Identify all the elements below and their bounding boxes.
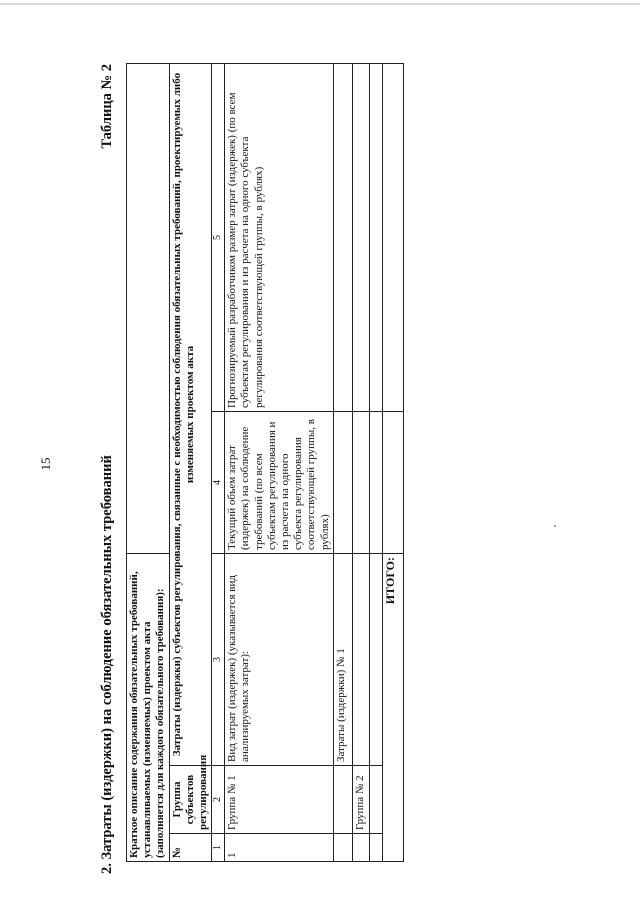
rotated-content — [96, 64, 418, 874]
column-header-costs: Затраты (издержки) субъектов регулирования, связанные с необходимостью соблюдения обязательных требований, проектируемых либо изменяемых проектом акта — [169, 64, 212, 766]
table-row — [382, 64, 403, 862]
table-row — [369, 64, 382, 862]
column-number: 5 — [212, 64, 225, 412]
empty-cell — [382, 412, 403, 554]
current-volume: Текущий объем затрат (издержек) на соблюдение требований (по всем субъектам регулирования и из расчета на одного субъекта регулирования соответствующей группы, в рублях) — [225, 412, 334, 554]
table-row — [169, 64, 212, 862]
empty-cell — [369, 766, 382, 834]
empty-cell — [333, 766, 352, 834]
forecast-size: Прогнозируемый разработчиком размер затрат (издержек) (по всем субъектам регулирования и из расчета на одного субъекта регулирования соответствующей группы, в рублях) — [225, 64, 334, 412]
empty-cell — [369, 412, 382, 554]
column-header-group: Группа субъектов регулирования — [169, 766, 212, 834]
table-row — [225, 64, 334, 862]
total-label: ИТОГО: — [382, 554, 403, 862]
group-name: Группа № 2 — [352, 766, 369, 834]
page-number: 15 — [38, 457, 53, 471]
column-header-no: № — [169, 834, 212, 862]
column-number: 1 — [212, 834, 225, 862]
table-row — [127, 64, 170, 862]
empty-cell — [369, 554, 382, 766]
empty-cell — [382, 64, 403, 412]
requirements-description-header: Краткое описание содержания обязательных требований, устанавливаемых (изменяемых) проектом акта (заполняется для каждого обязательного требования): — [127, 554, 170, 862]
costs-item-label: Затраты (издержки) № 1 — [333, 554, 352, 766]
group-name: Группа № 1 — [225, 766, 334, 834]
scan-edge-line — [0, 3, 640, 5]
section-title: 2. Затраты (издержки) на соблюдение обязательных требований — [99, 455, 115, 874]
empty-cell — [352, 554, 369, 766]
empty-cell — [352, 412, 369, 554]
column-number: 4 — [212, 412, 225, 554]
column-number: 2 — [212, 766, 225, 834]
empty-cell — [127, 64, 170, 554]
cost-type: Вид затрат (издержек) (указывается вид анализируемых затрат): — [225, 554, 334, 766]
table-row — [352, 64, 369, 862]
empty-cell — [369, 64, 382, 412]
column-number: 3 — [212, 554, 225, 766]
empty-cell — [333, 412, 352, 554]
table-row — [333, 64, 352, 862]
table-label: Таблица № 2 — [99, 64, 115, 149]
empty-cell — [333, 64, 352, 412]
empty-cell — [369, 834, 382, 862]
costs-table — [126, 63, 404, 862]
row-number: 1 — [225, 834, 334, 862]
column-number-row — [212, 64, 225, 862]
scan-speck — [554, 525, 556, 527]
empty-cell — [333, 834, 352, 862]
empty-cell — [352, 64, 369, 412]
empty-cell — [352, 834, 369, 862]
